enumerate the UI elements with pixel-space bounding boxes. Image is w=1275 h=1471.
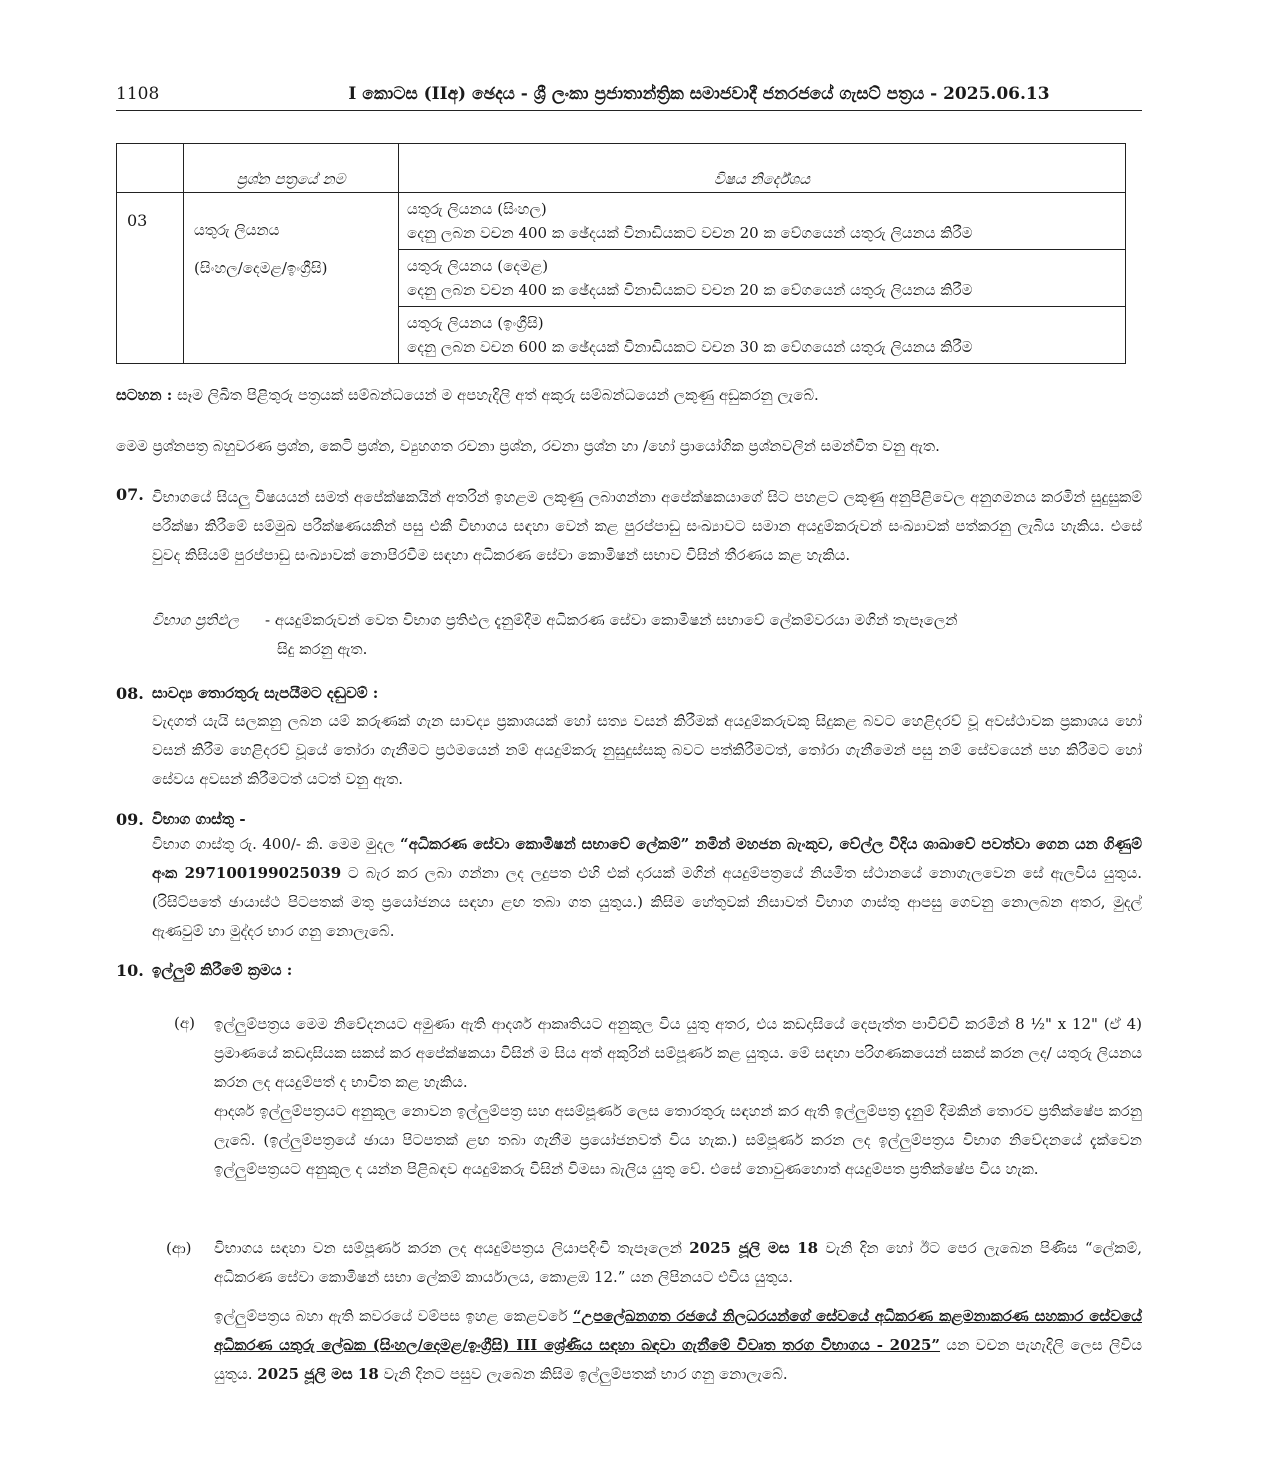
note-text: සෑම ලිඛිත පිළිතුරු පත්‍රයක් සම්බන්ධයෙන් ම අපහැදිලි අත් අකුරු සම්බන්ධයෙන් ලකුණු අඩුකරනු ලැබේ. (172, 386, 819, 404)
gazette-title: I කොටස (IIඅ) ඡෙදය - ශ්‍රී ලංකා ප්‍රජාතාන්ත්‍රික සමාජවාදී ජනරජයේ ගැසට් පත්‍රය - 2025.06.13 (348, 84, 1050, 104)
results-label: විභාග ප්‍රතිඵල (152, 611, 239, 629)
topic-title: යතුරු ලියනය (සිංහල) (407, 200, 547, 218)
envelope-exam-title: “උපලේඛනගත රජයේ නිලධරයන්ගේ සේවයේ අධිකරණ කළමනාකරණ සහකාර සේවයේ අධිකරණ යතුරු ලේඛක (සිංහල/දෙමළ/ඉංග්‍රීසි) III ශ්‍රේණිය සඳහා බඳවා ගැනීමේ විවෘත තරග විභාගය - 2025” (214, 1307, 1142, 1354)
subsection-aa-para-1 (214, 1234, 1142, 1292)
table-header-topics: විෂය නිර්දේශය (399, 144, 1126, 193)
section-10-number: 10. (116, 961, 144, 980)
section-08-number: 08. (116, 684, 144, 703)
topic-cell-sinhala (399, 193, 1126, 250)
fee-text-1: විභාග ගාස්තු රු. 400/- කි. මෙම මුදල (152, 835, 401, 853)
topic-desc: දෙනු ලබන වචන 600 ක ඡේදයක් විනාඩියකට වචන 30 ක වේගයෙන් යතුරු ලියනය කිරීම (407, 338, 973, 356)
paper-name-cell (184, 193, 399, 364)
fee-text-2: ට බැර කර ලබා ගන්නා ලද ලදුපත එහි එක් දාරයක් මගින් අයදුම්පත්‍රයේ නියමිත ස්ථානයේ නොගැලවෙන සේ ඇලවිය යුතුය. (රිසිට්පතේ ඡායාස්ථ පිටපතක් මතු ප්‍රයෝජනය සඳහා ළඟ තබා ගත යුතුය.) කිසිම හේතුවක් නිසාවත් විභාග ගාස්තු ආපසු ගෙවනු නොලබන අතර, මුදල් ඇණවුම් හා මුද්දර භාර ගනු නොලැබේ. (152, 864, 1143, 940)
subsection-a-para-2: ආදර්ශ ඉල්ලුම්පත්‍රයට අනුකූල නොවන ඉල්ලුම්පත්‍ර සහ අසම්පූර්ණ ලෙස තොරතුරු සඳහන් කර ඇති ඉල්ලුම්පත්‍ර දැනුම් දීමකින් තොරව ප්‍රතික්ෂේප කරනු ලැබේ. (ඉල්ලුම්පත්‍රයේ ඡායා පිටපතක් ළඟ තබා ගැනීම ප්‍රයෝජනවත් විය හැක.) සම්පූර්ණ කරන ලද ඉල්ලුම්පත්‍රය විභාග නිවේදනයේ දැක්වෙන ඉල්ලුම්පත්‍රයට අනුකූල ද යන්න පිළිබඳව අයදුම්කරු විසින් විමසා බැලිය යුතු වේ. එසේ නොවුණහොත් අයදුම්පත ප්‍රතික්ෂේප විය හැක. (214, 1102, 1142, 1178)
deadline-text-2: වැනි දින හෝ ඊට පෙර ලැබෙන පිණිස “ලේකම්, අධිකරණ සේවා කොමිෂන් සභා ලේකම් කාර්යාලය, කොළඹ 12.” යන ලිපිනයට එවිය යුතුය. (214, 1239, 1142, 1286)
topic-title: යතුරු ලියනය (දෙමළ) (407, 257, 549, 275)
section-08-heading: සාවද්‍ය තොරතුරු සැපයීමට දඬුවම් : (152, 684, 379, 702)
note-label: සටහන : (116, 386, 173, 404)
note-paragraph (116, 381, 1142, 410)
question-types-paragraph: මෙම ප්‍රශ්නපත්‍ර බහුවරණ ප්‍රශ්න, කෙටි ප්‍රශ්න, ව්‍යුහගත රචනා ප්‍රශ්න, රචනා ප්‍රශ්න හා /හෝ ප්‍රායෝගික ප්‍රශ්නවලින් සමන්විත වනු ඇත. (116, 437, 940, 455)
page-header (116, 84, 1142, 111)
topic-desc: දෙනු ලබන වචන 400 ක ඡේදයක් විනාඩියකට වචන 20 ක වේගයෙන් යතුරු ලියනය කිරීම (407, 281, 973, 299)
subsection-a-para-1: ඉල්ලුම්පත්‍රය මෙම නිවේදනයට අමුණා ඇති ආදර්ශ ආකෘතියට අනුකූල විය යුතු අතර, එය කඩදාසියේ දෙපැත්ත පාවිච්චි කරමින් 8 ½" x 12" (ඒ 4) ප්‍රමාණයේ කඩදාසියක සකස් කර අපේක්ෂකයා විසින් ම සිය අත් අකුරින් සම්පූර්ණ කළ යුතුය. මේ සඳහා පරිගණකයෙන් සකස් කරන ලද/ යතුරු ලියනය කරන ලද අයදුම්පත් ද භාවිත කළ හැකිය. (214, 1015, 1142, 1091)
topic-title: යතුරු ලියනය (ඉංග්‍රීසි) (407, 314, 544, 332)
paper-name: යතුරු ලියනය (194, 221, 280, 239)
subsection-aa-label: (ආ) (166, 1239, 192, 1257)
table-header-row (117, 144, 1126, 193)
envelope-text-2: යන වචන පැහැදිලි ලෙස ලිවිය යුතුය. (214, 1336, 1143, 1383)
envelope-deadline-date: 2025 ජූලි මස 18 (257, 1365, 379, 1383)
section-07-number: 07. (116, 485, 144, 504)
section-07-text: විභාගයේ සියලු විෂයයන් සමත් අපේක්ෂකයින් අතරින් ඉහළම ලකුණු ලබාගන්නා අපේක්ෂකයාගේ සිට පහළට ලකුණු අනුපිළිවෙල අනුගමනය කරමින් සුදුසුකම් පරීක්ෂා කිරීමේ සම්මුඛ පරීක්ෂණයකින් පසු එකී විභාගය සඳහා වෙන් කළ පුරප්පාඩු සංඛ්‍යාවට සමාන අයදුම්කරුවන් සංඛ්‍යාවක් පත්කරනු ලැබිය හැකිය. එසේ වුවද කිසියම් පුරප්පාඩු සංඛ්‍යාවක් නොපිරවීම සඳහා අධිකරණ සේවා කොමිෂන් සභාව විසින් තීරණය කළ හැකිය. (152, 488, 1143, 564)
results-line-1: - අයදුම්කරුවන් වෙත විභාග ප්‍රතිඵල දැනුම්දීම අධිකරණ සේවා කොමිෂන් සභාවේ ලේකම්වරයා මගින් තැපෑලෙන් (265, 611, 958, 629)
deadline-date: 2025 ජූලි මස 18 (689, 1239, 819, 1257)
table-header-paper: ප්‍රශ්න පත්‍රයේ නම (184, 144, 399, 193)
envelope-text-1: ඉල්ලුම්පත්‍රය බහා ඇති කවරයේ වම්පස ඉහළ කෙළවරේ (214, 1307, 573, 1325)
table-row (117, 193, 1126, 250)
section-09-number: 09. (116, 810, 144, 829)
results-text (265, 606, 1142, 664)
topic-cell-english (399, 307, 1126, 364)
syllabus-table (116, 143, 1126, 364)
subsection-a-label: (අ) (174, 1014, 195, 1032)
topic-cell-tamil (399, 250, 1126, 307)
page-number: 1108 (116, 84, 160, 104)
section-08-text: වැදගත් යැයි සලකනු ලබන යම් කරුණක් ගැන සාවද්‍ය ප්‍රකාශයක් හෝ සත්‍ය වසන් කිරීමක් අයදුම්කරුවකු සිදුකළ බවට හෙළිදරව් වූ අවස්ථාවක ප්‍රකාශය හෝ වසන් කිරීම හෙළිදරව් වූයේ තෝරා ගැනීමට ප්‍රථමයෙන් නම් අයදුම්කරු නුසුදුස්සකු බවට පත්කිරීමටත්, තෝරා ගැනීමෙන් පසු නම් සේවයෙන් පහ කිරීමට හෝ සේවය අවසන් කිරීමටත් යටත් වනු ඇත. (152, 712, 1142, 788)
row-number: 03 (117, 193, 184, 364)
envelope-text-3: වැනි දිනට පසුව ලැබෙන කිසිම ඉල්ලුම්පතක් භාර ගනු නොලැබේ. (378, 1365, 788, 1383)
paper-languages: (සිංහල/දෙමළ/ඉංග්‍රීසි) (194, 259, 328, 277)
fee-account-details: “අධිකරණ සේවා කොමිෂන් සභාවේ ලේකම්” නමින් මහජන බැංකුව, වේල්ල වීදිය ශාඛාවේ පවත්වා ගෙන යන ගිණුම් අංක 297100199025039 (152, 835, 1142, 882)
table-header-blank (117, 144, 184, 193)
deadline-text-1: විභාගය සඳහා වන සම්පූර්ණ කරන ලද අයදුම්පත්‍රය ලියාපදිංචි තැපෑලෙන් (214, 1239, 690, 1257)
results-line-2: සිදු කරනු ඇත. (277, 640, 368, 658)
subsection-aa-para-2 (214, 1302, 1142, 1389)
section-09-heading: විභාග ගාස්තු - (152, 810, 246, 828)
section-10-heading: ඉල්ලුම් කිරීමේ ක්‍රමය : (152, 961, 293, 979)
section-09-text (152, 830, 1142, 946)
topic-desc: දෙනු ලබන වචන 400 ක ඡේදයක් විනාඩියකට වචන 20 ක වේගයෙන් යතුරු ලියනය කිරීම (407, 224, 973, 242)
